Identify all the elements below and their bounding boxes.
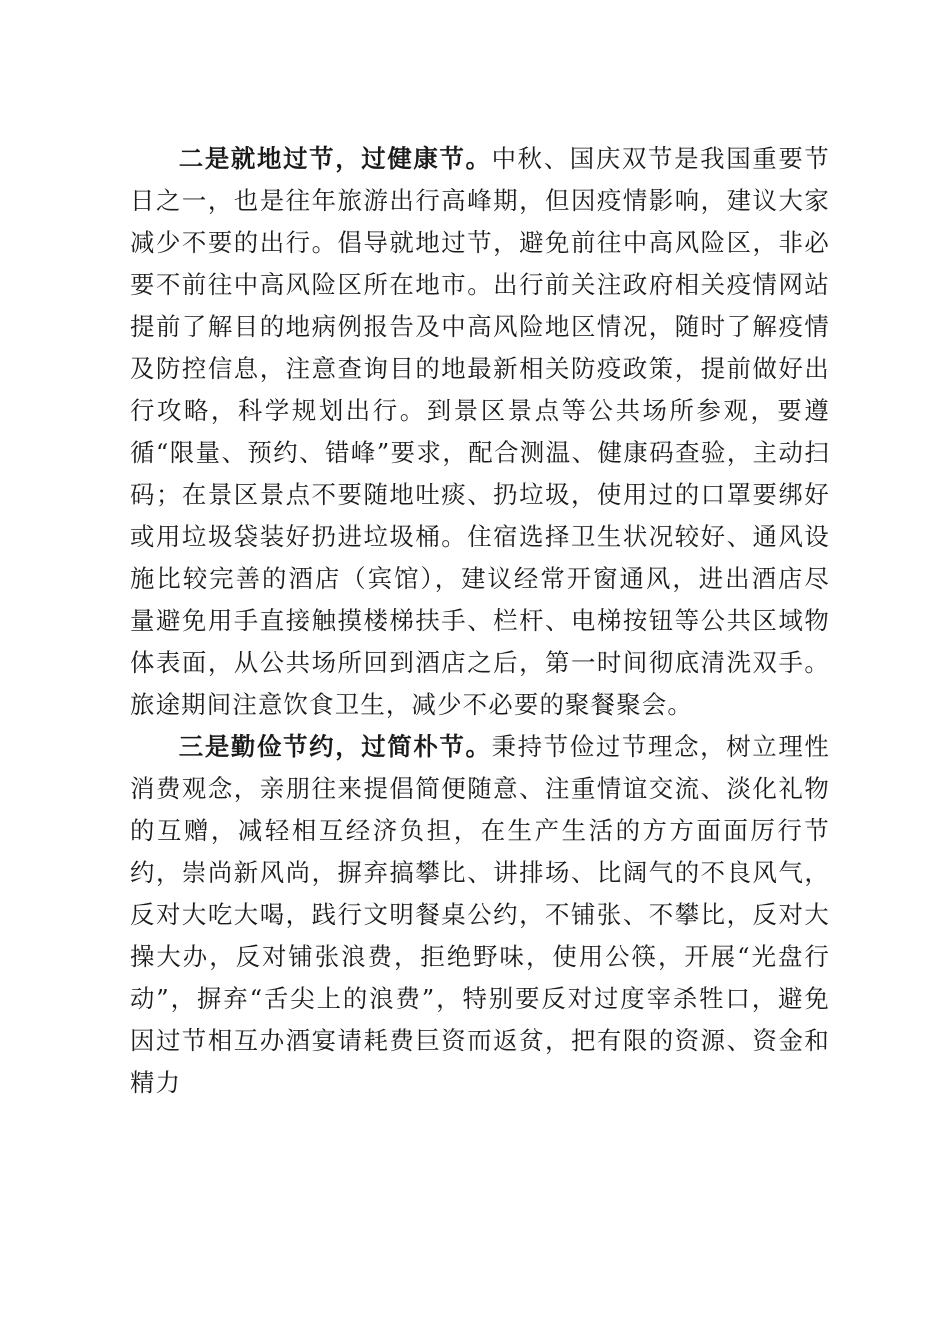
paragraph-lead-heading: 二是就地过节，过健康节。 — [178, 144, 492, 173]
document-body — [130, 138, 830, 1104]
paragraph-body-text: 中秋、国庆双节是我国重要节日之一，也是往年旅游出行高峰期，但因疫情影响，建议大家减少不要的出行。倡导就地过节，避免前往中高风险区，非必要不前往中高风险区所在地市。出行前关注政府相关疫情网站提前了解目的地病例报告及中高风险地区情况，随时了解疫情及防控信息，注意查询目的地最新相关防疫政策，提前做好出行攻略，科学规划出行。到景区景点等公共场所参观，要遵循“限量、预约、错峰”要求，配合测温、健康码查验，主动扫码；在景区景点不要随地吐痰、扔垃圾，使用过的口罩要绑好或用垃圾袋装好扔进垃圾桶。住宿选择卫生状况较好、通风设施比较完善的酒店（宾馆），建议经常开窗通风，进出酒店尽量避免用手直接触摸楼梯扶手、栏杆、电梯按钮等公共区域物体表面，从公共场所回到酒店之后，第一时间彻底清洗双手。旅途期间注意饮食卫生，减少不必要的聚餐聚会。 — [130, 144, 830, 719]
paragraph-lead-heading: 三是勤俭节约，过简朴节。 — [178, 732, 492, 761]
paragraph-body-text: 秉持节俭过节理念，树立理性消费观念，亲朋往来提倡简便随意、注重情谊交流、淡化礼物的互赠，减轻相互经济负担，在生产生活的方方面面厉行节约，崇尚新风尚，摒弃搞攀比、讲排场、比阔气的不良风气，反对大吃大喝，践行文明餐桌公约，不铺张、不攀比，反对大操大办，反对铺张浪费，拒绝野味，使用公筷，开展“光盘行动”，摒弃“舌尖上的浪费”，特别要反对过度宰杀牲口，避免因过节相互办酒宴请耗费巨资而返贫，把有限的资源、资金和精力 — [130, 732, 830, 1097]
paragraph-frugal-simple-festival — [130, 726, 830, 1104]
paragraph-stay-local-healthy-festival — [130, 138, 830, 726]
